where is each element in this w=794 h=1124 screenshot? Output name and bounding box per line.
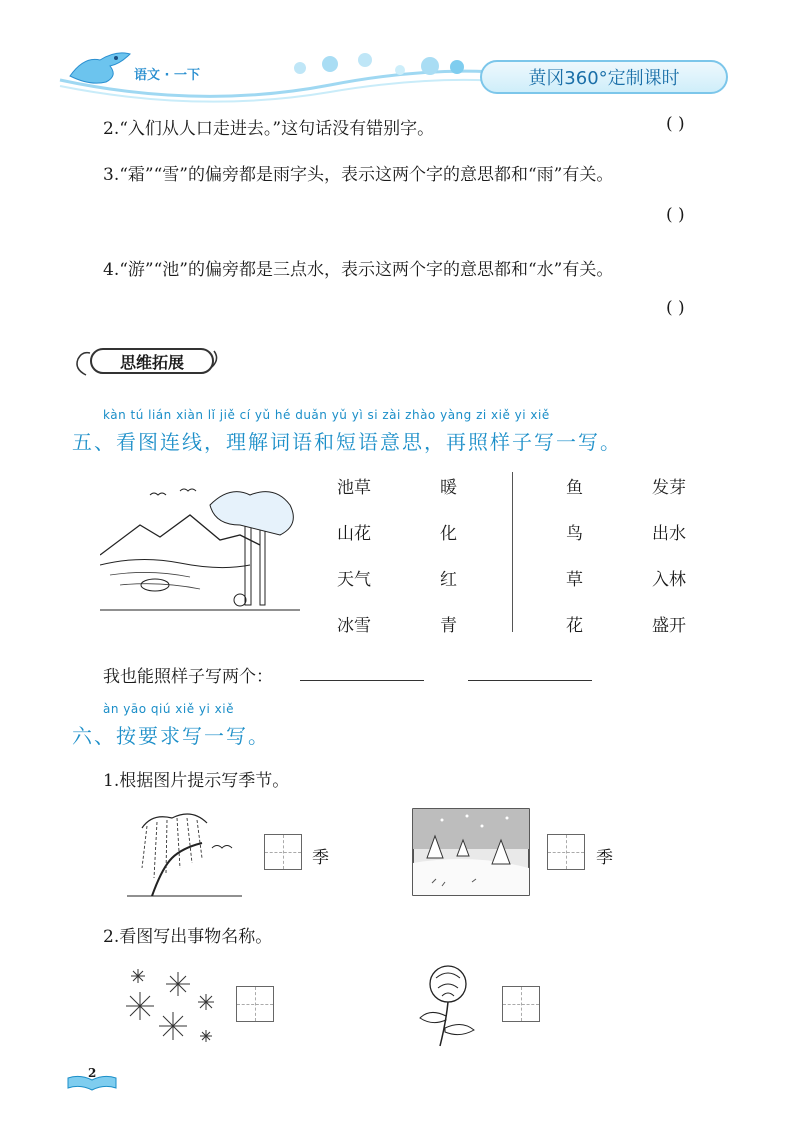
landscape-picture-icon: [100, 485, 300, 620]
word-left2-a: 暖: [440, 478, 457, 498]
flower-picture-icon: [412, 962, 484, 1048]
snow-scene-picture-icon: [412, 808, 530, 896]
word-left2-b: 化: [440, 524, 457, 544]
subject-label: 语文 · 一下: [134, 68, 200, 83]
section6-pinyin: àn yāo qiú xiě yi xiě: [103, 702, 234, 716]
judgment-q3: 3.“霜”“雪”的偏旁都是雨字头，表示这两个字的意思都和“雨”有关。: [103, 165, 614, 185]
write-blank-1[interactable]: [300, 680, 424, 681]
section6-q2: 2.看图写出事物名称。: [103, 927, 273, 947]
word-left1-b: 山花: [337, 524, 371, 544]
word-right1-d: 花: [566, 616, 583, 636]
word-left2-d: 青: [440, 616, 457, 636]
judgment-answer-3[interactable]: ( ): [666, 205, 685, 225]
word-right2-b: 出水: [652, 524, 686, 544]
write-prompt: 我也能照样子写两个：: [103, 667, 273, 687]
section5-title: 五、看图连线，理解词语和短语意思，再照样子写一写。: [72, 430, 622, 454]
word-right1-c: 草: [566, 570, 583, 590]
word-right1-b: 鸟: [566, 524, 583, 544]
word-left1-c: 天气: [337, 570, 371, 590]
season-box-2[interactable]: [547, 834, 585, 870]
snowflakes-picture-icon: [118, 964, 220, 1048]
word-right2-c: 入林: [652, 570, 686, 590]
section6-title: 六、按要求写一写。: [72, 724, 270, 748]
judgment-q4: 4.“游”“池”的偏旁都是三点水，表示这两个字的意思都和“水”有关。: [103, 260, 614, 280]
judgment-answer-4[interactable]: ( ): [666, 298, 685, 318]
section-badge: [72, 345, 220, 379]
badge-label: 思维拓展: [90, 348, 214, 374]
word-right2-a: 发芽: [652, 478, 686, 498]
brand-title: 黄冈360°定制课时: [480, 60, 728, 94]
word-right2-d: 盛开: [652, 616, 686, 636]
section6-q1: 1.根据图片提示写季节。: [103, 771, 290, 791]
write-blank-2[interactable]: [468, 680, 592, 681]
section5-pinyin: kàn tú lián xiàn lǐ jiě cí yǔ hé duǎn yǔ yì si zài zhào yàng zi xiě yi xiě: [103, 408, 550, 422]
word-left2-c: 红: [440, 570, 457, 590]
word-right1-a: 鱼: [566, 478, 583, 498]
judgment-answer-2[interactable]: ( ): [666, 114, 685, 134]
column-divider: [512, 472, 513, 632]
word-left1-d: 冰雪: [337, 616, 371, 636]
season-box-1[interactable]: [264, 834, 302, 870]
page-number: 2: [88, 1066, 97, 1080]
season-suffix-1: 季: [312, 848, 329, 868]
willow-tree-picture-icon: [122, 808, 242, 898]
season-suffix-2: 季: [596, 848, 613, 868]
bird-logo-icon: [66, 46, 136, 88]
word-left1-a: 池草: [337, 478, 371, 498]
judgment-q2: 2.“入们从人口走进去。”这句话没有错别字。: [103, 119, 435, 139]
name-box-1[interactable]: [236, 986, 274, 1022]
name-box-2[interactable]: [502, 986, 540, 1022]
